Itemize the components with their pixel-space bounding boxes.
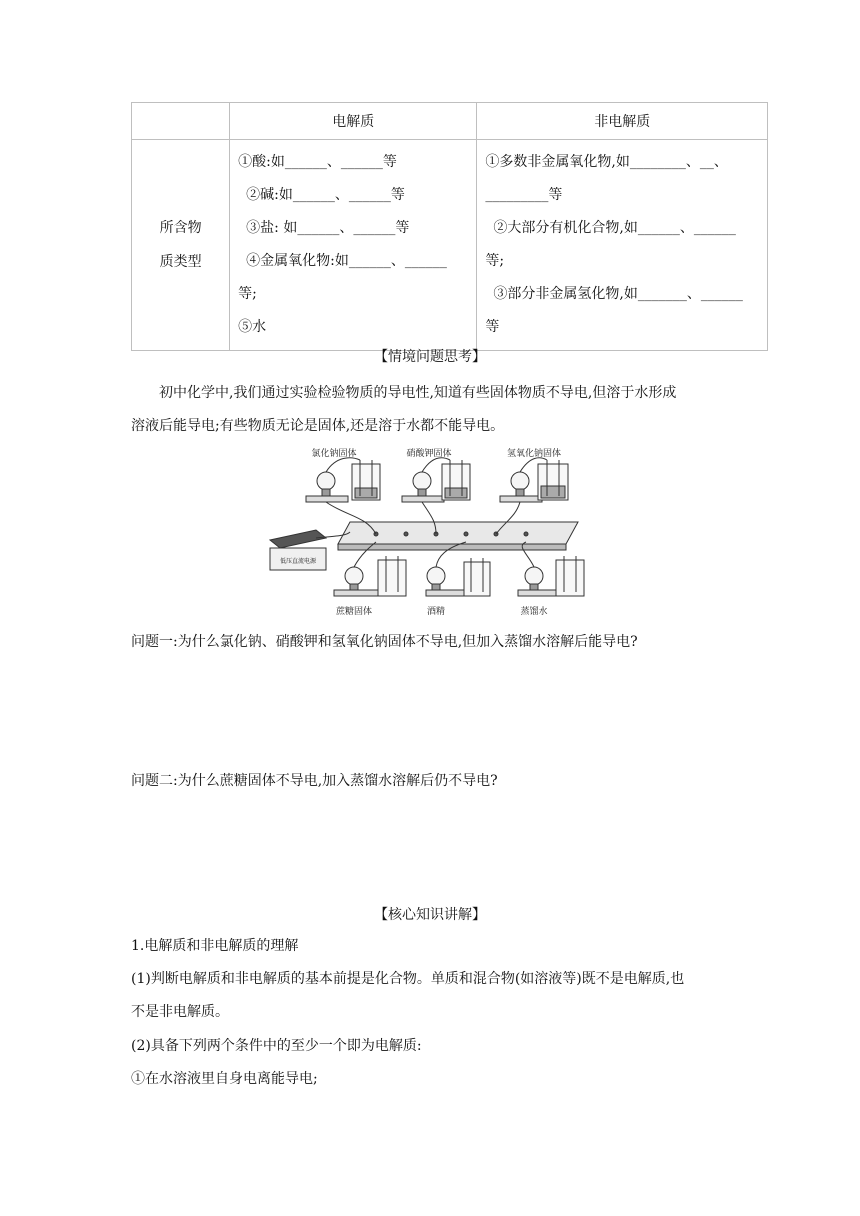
non-electrolyte-item-hydride: ③部分非金属氢化物,如_______、______ [493,286,743,302]
knowledge-line: (1)判断电解质和非电解质的基本前提是化合物。单质和混合物(如溶液等)既不是电解质,也 [131,971,685,987]
figure-label: 蒸馏水 [520,607,548,617]
apparatus-top-3 [500,458,568,502]
table-row [132,140,768,351]
section-title-core: 【核心知识讲解】 [374,907,486,923]
row-label [132,140,230,351]
table-header-row [132,103,768,140]
power-supply-label: 低压直流电源 [279,558,317,565]
question-two: 问题二:为什么蔗糖固体不导电,加入蒸馏水溶解后仍不导电? [131,773,498,789]
header-blank-cell [132,103,230,140]
electrolyte-item-continuation: 等; [238,286,257,302]
electrolyte-item-water: ⑤水 [238,319,267,335]
header-non-electrolyte: 非电解质 [477,103,768,140]
knowledge-line: 不是非电解质。 [131,1004,229,1020]
figure-label: 氯化钠固体 [311,449,357,459]
figure-label: 氢氧化钠固体 [506,449,562,459]
non-electrolyte-item-continuation: 等; [485,253,505,269]
apparatus-top-1 [306,458,380,502]
apparatus-top-2 [402,458,470,502]
figure-label: 硝酸钾固体 [406,449,452,459]
conductivity-experiment-figure [266,446,588,620]
knowledge-line: ①在水溶液里自身电离能导电; [131,1071,318,1087]
figure-label: 蔗糖固体 [335,607,373,617]
non-electrolyte-item-continuation: _________等 [485,187,563,203]
knowledge-line: 1.电解质和非电解质的理解 [131,938,299,954]
electrolyte-item-metal-oxide: ④金属氧化物:如______、______ [246,253,447,269]
row-label-line: 质类型 [159,254,202,270]
section-title-scenario: 【情境问题思考】 [374,349,486,365]
intro-paragraph-line: 初中化学中,我们通过实验检验物质的导电性,知道有些固体物质不导电,但溶于水形成 [159,385,677,401]
non-electrolyte-item-oxide: ①多数非金属氧化物,如________、__、 [485,154,728,170]
non-electrolyte-cell [477,140,768,351]
knowledge-line: (2)具备下列两个条件中的至少一个即为电解质: [131,1038,422,1054]
figure-label: 酒精 [426,607,446,617]
non-electrolyte-item-continuation: 等 [485,319,500,335]
electrolyte-item-base: ②碱:如______、______等 [246,187,405,203]
electrolyte-cell [230,140,477,351]
intro-paragraph-line: 溶液后能导电;有些物质无论是固体,还是溶于水都不能导电。 [131,418,505,434]
classification-table [131,102,768,351]
electrolyte-item-salt: ③盐: 如______、______等 [246,220,410,236]
non-electrolyte-item-organic: ②大部分有机化合物,如______、______ [493,220,736,236]
electrolyte-item-acid: ①酸:如______、______等 [238,154,397,170]
row-label-line: 所含物 [159,220,202,236]
question-one: 问题一:为什么氯化钠、硝酸钾和氢氧化钠固体不导电,但加入蒸馏水溶解后能导电? [131,634,638,650]
header-electrolyte: 电解质 [230,103,477,140]
